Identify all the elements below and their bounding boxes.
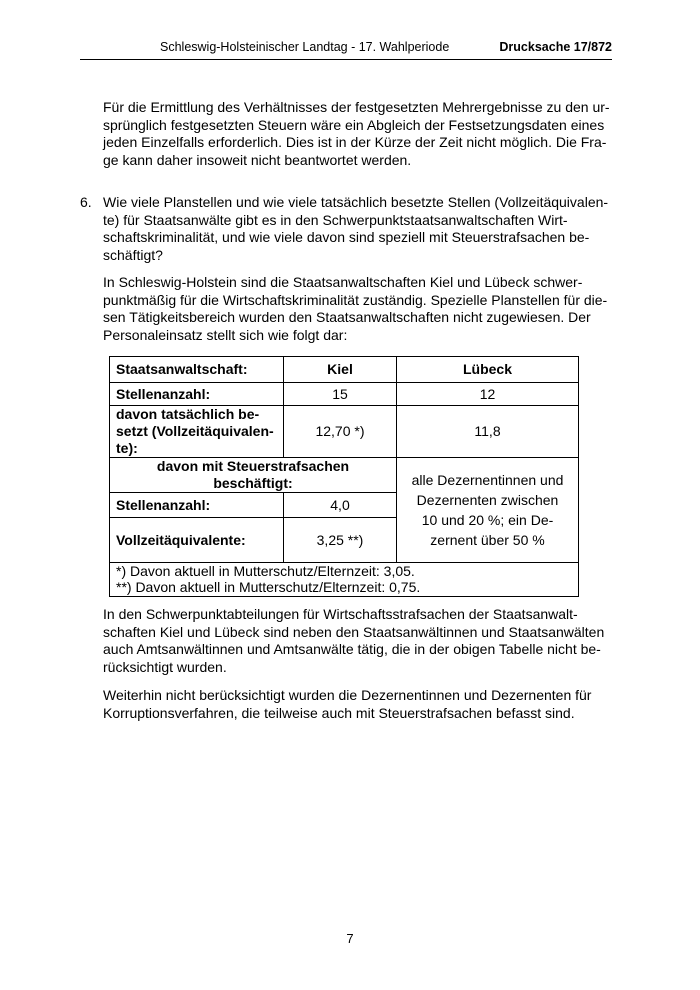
besetzt-luebeck: 11,8 — [397, 406, 579, 458]
steuer-luebeck-line: alle Dezernentinnen und — [411, 472, 564, 488]
table-row — [110, 458, 579, 493]
stellenanzahl2-kiel: 4,0 — [284, 493, 397, 518]
answer-paragraph-2 — [103, 606, 613, 676]
answer-paragraph-3 — [103, 687, 613, 722]
steuer-luebeck-line: zernent über 50 % — [430, 532, 545, 548]
header-kiel-cell: Kiel — [284, 357, 397, 383]
vza-kiel: 3,25 **) — [284, 518, 397, 563]
intro-line: ge kann daher insoweit nicht beantwortet werden. — [103, 151, 412, 168]
answer1-line: In Schleswig-Holstein sind die Staatsanwaltschaften Kiel und Lübeck schwer- — [103, 274, 583, 290]
answer2-line: In den Schwerpunktabteilungen für Wirtschaftsstrafsachen der Staatsanwalt- — [103, 606, 578, 622]
question-text — [103, 194, 613, 264]
intro-line: sprünglich festgesetzten Steuern wäre ein Abgleich der Festsetzungsdaten eines — [103, 116, 605, 133]
vza-label: Vollzeitäquivalente: — [110, 518, 284, 563]
besetzt-label-line: davon tatsächlich be- — [116, 406, 260, 422]
footnotes-cell — [110, 563, 579, 597]
question-number: 6. — [80, 194, 92, 210]
besetzt-label-line: setzt (Vollzeitäquivalen- — [116, 423, 274, 439]
header-label-cell: Staatsanwaltschaft: — [110, 357, 284, 383]
answer1-line: Personaleinsatz stellt sich wie folgt dar: — [103, 326, 348, 343]
staff-table — [109, 356, 579, 597]
question-line: te) für Staatsanwälte gibt es in den Schwerpunktstaatsanwaltschaften Wirt- — [103, 211, 568, 228]
besetzt-kiel: 12,70 *) — [284, 406, 397, 458]
answer3-line: Weiterhin nicht berücksichtigt wurden die Dezernentinnen und Dezernenten für — [103, 687, 592, 703]
question-line: schäftigt? — [103, 246, 163, 263]
footnote: *) Davon aktuell in Mutterschutz/Elternzeit: 3,05. — [116, 563, 415, 579]
steuer-luebeck-cell — [397, 458, 579, 563]
page-number: 7 — [346, 931, 354, 946]
drucksache-number: Drucksache 17/872 — [499, 40, 612, 54]
stellenanzahl2-label: Stellenanzahl: — [110, 493, 284, 518]
table-row — [110, 383, 579, 406]
header-title: Schleswig-Holsteinischer Landtag - 17. Wahlperiode — [160, 40, 450, 54]
stellenanzahl-luebeck: 12 — [397, 383, 579, 406]
table-header-row — [110, 357, 579, 383]
table-row — [110, 406, 579, 458]
answer-paragraph-1 — [103, 274, 613, 344]
stellenanzahl-kiel: 15 — [284, 383, 397, 406]
steuer-heading: davon mit Steuerstrafsachen beschäftigt: — [110, 458, 397, 493]
header-luebeck-cell: Lübeck — [397, 357, 579, 383]
intro-paragraph — [103, 99, 613, 169]
answer3-line: Korruptionsverfahren, die teilweise auch mit Steuerstrafsachen befasst sind. — [103, 704, 575, 721]
besetzt-label — [110, 406, 284, 458]
answer1-line: punktmäßig für die Wirtschaftskriminalität zuständig. Spezielle Planstellen für die- — [103, 291, 608, 308]
answer2-line: auch Amtsanwältinnen und Amtsanwälte tätig, die in der obigen Tabelle nicht be- — [103, 641, 601, 657]
steuer-luebeck-line: Dezernenten zwischen — [416, 492, 559, 508]
steuer-luebeck-line: 10 und 20 %; ein De- — [421, 512, 554, 528]
footnote: **) Davon aktuell in Mutterschutz/Elternzeit: 0,75. — [116, 578, 421, 595]
answer1-line: sen Tätigkeitsbereich wurden den Staatsanwaltschaften nicht zugewiesen. Der — [103, 309, 591, 325]
besetzt-label-line: te): — [116, 440, 138, 456]
question-line: Wie viele Planstellen und wie viele tatsächlich besetzte Stellen (Vollzeitäquivalen- — [103, 194, 609, 210]
intro-line: Für die Ermittlung des Verhältnisses der festgesetzten Mehrergebnisse zu den ur- — [103, 99, 610, 115]
answer2-line: schaften Kiel und Lübeck sind neben den Staatsanwältinnen und Staatsanwälten — [103, 623, 605, 640]
answer2-line: rücksichtigt wurden. — [103, 658, 227, 675]
table-footnote-row — [110, 563, 579, 597]
stellenanzahl-label: Stellenanzahl: — [110, 383, 284, 406]
intro-line: jeden Einzelfalls erforderlich. Dies ist in der Kürze der Zeit nicht möglich. Die Fra- — [103, 134, 607, 150]
question-line: schaftskriminalität, und wie viele davon sind speziell mit Steuerstrafsachen be- — [103, 229, 590, 245]
header-rule — [80, 59, 612, 60]
